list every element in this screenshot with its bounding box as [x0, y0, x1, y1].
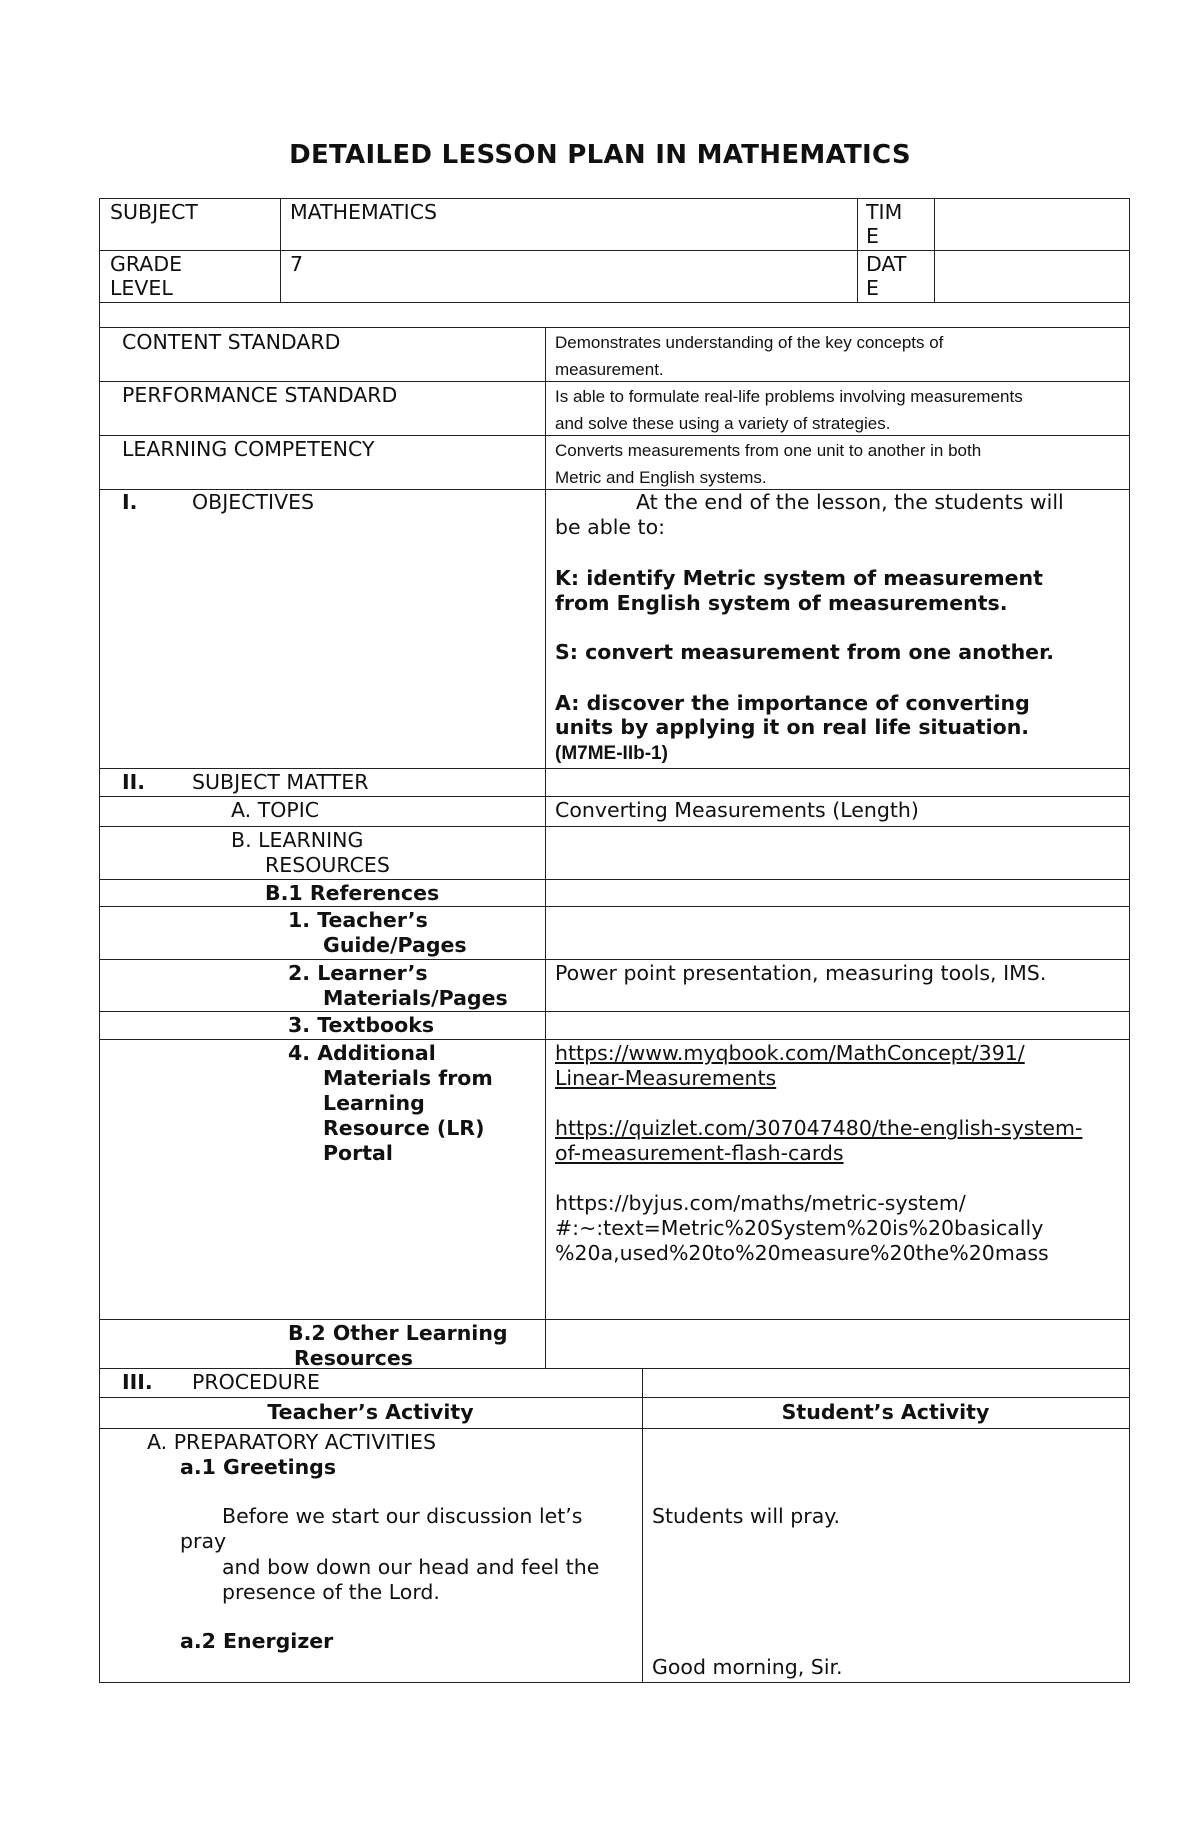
subject-matter-number: II. — [122, 770, 146, 794]
subject-matter-label: SUBJECT MATTER — [192, 770, 369, 794]
learning-competency-text: Converts measurements from one unit to another in both — [555, 441, 982, 460]
energizer-label: a.2 Energizer — [180, 1629, 334, 1653]
learners-materials-label: 2. Learner’s — [288, 961, 428, 985]
prayer-instruction-cont3: presence of the Lord. — [222, 1580, 440, 1604]
greetings-label: a.1 Greetings — [180, 1455, 337, 1479]
prayer-instruction-cont1: pray — [180, 1529, 227, 1553]
objective-skill: S: convert measurement from one another. — [555, 640, 1055, 664]
quizlet-link-cont[interactable]: of-measurement-flash-cards — [555, 1141, 844, 1165]
myqbook-link[interactable]: https://www.myqbook.com/MathConcept/391/ — [555, 1041, 1025, 1065]
quizlet-link[interactable]: https://quizlet.com/307047480/the-english-system- — [555, 1116, 1083, 1140]
topic-value: Converting Measurements (Length) — [555, 798, 919, 822]
additional-materials-label-cont3: Resource (LR) — [323, 1116, 485, 1140]
grade-level-value: 7 — [290, 252, 304, 276]
learning-competency-text-cont: Metric and English systems. — [555, 468, 767, 487]
performance-standard-text: Is able to formulate real-life problems involving measurements — [555, 387, 1023, 406]
objectives-label: OBJECTIVES — [192, 490, 315, 514]
learning-competency-label: LEARNING COMPETENCY — [122, 437, 375, 461]
other-resources-label-cont: Resources — [294, 1346, 413, 1370]
prayer-instruction-cont2: and bow down our head and feel the — [222, 1555, 600, 1579]
performance-standard-label: PERFORMANCE STANDARD — [122, 383, 398, 407]
byjus-link-cont1: #:~:text=Metric%20System%20is%20basically — [555, 1216, 1044, 1240]
page-title: DETAILED LESSON PLAN IN MATHEMATICS — [289, 140, 911, 170]
objective-knowledge: K: identify Metric system of measurement — [555, 566, 1043, 590]
preparatory-activities-label: A. PREPARATORY ACTIVITIES — [147, 1430, 436, 1454]
learners-materials-value: Power point presentation, measuring tools, IMS. — [555, 961, 1047, 985]
teacher-activity-header: Teacher’s Activity — [267, 1400, 474, 1424]
student-greeting-response: Good morning, Sir. — [652, 1655, 843, 1679]
objectives-intro-cont: be able to: — [555, 515, 666, 539]
additional-materials-label-cont4: Portal — [323, 1141, 393, 1165]
references-label: B.1 References — [265, 881, 440, 905]
content-standard-text: Demonstrates understanding of the key concepts of — [555, 333, 944, 352]
objective-attitude: A: discover the importance of converting — [555, 691, 1030, 715]
additional-materials-label-cont2: Learning — [323, 1091, 425, 1115]
additional-materials-label-cont1: Materials from — [323, 1066, 493, 1090]
learners-materials-label-cont: Materials/Pages — [323, 986, 508, 1010]
prayer-instruction: Before we start our discussion let’s — [222, 1504, 583, 1528]
additional-materials-label: 4. Additional — [288, 1041, 436, 1065]
byjus-link: https://byjus.com/maths/metric-system/ — [555, 1191, 966, 1215]
performance-standard-text-cont: and solve these using a variety of strategies. — [555, 414, 891, 433]
objectives-intro: At the end of the lesson, the students will — [636, 490, 1064, 514]
date-label-cont: E — [866, 276, 879, 300]
grade-level-label: GRADE — [110, 252, 183, 276]
time-label: TIM — [866, 200, 903, 224]
learning-resources-label: B. LEARNING — [231, 828, 364, 852]
other-resources-label: B.2 Other Learning — [288, 1321, 508, 1345]
time-label-cont: E — [866, 224, 879, 248]
student-prayer-response: Students will pray. — [652, 1504, 840, 1528]
textbooks-label: 3. Textbooks — [288, 1013, 435, 1037]
content-standard-label: CONTENT STANDARD — [122, 330, 341, 354]
byjus-link-cont2: %20a,used%20to%20measure%20the%20mass — [555, 1241, 1049, 1265]
procedure-number: III. — [122, 1370, 153, 1394]
competency-code: (M7ME-IIb-1) — [555, 743, 668, 764]
subject-value: MATHEMATICS — [290, 200, 438, 224]
objective-knowledge-cont: from English system of measurements. — [555, 591, 1008, 615]
topic-label: A. TOPIC — [231, 798, 320, 822]
student-activity-header: Student’s Activity — [781, 1400, 990, 1424]
grade-level-label-cont: LEVEL — [110, 276, 173, 300]
teachers-guide-label: 1. Teacher’s — [288, 908, 428, 932]
teachers-guide-label-cont: Guide/Pages — [323, 933, 467, 957]
objectives-number: I. — [122, 490, 138, 514]
learning-resources-label-cont: RESOURCES — [265, 853, 390, 877]
subject-label: SUBJECT — [110, 200, 198, 224]
content-standard-text-cont: measurement. — [555, 360, 664, 379]
myqbook-link-cont[interactable]: Linear-Measurements — [555, 1066, 777, 1090]
procedure-label: PROCEDURE — [192, 1370, 320, 1394]
date-label: DAT — [866, 252, 907, 276]
objective-attitude-cont: units by applying it on real life situation. — [555, 715, 1030, 739]
